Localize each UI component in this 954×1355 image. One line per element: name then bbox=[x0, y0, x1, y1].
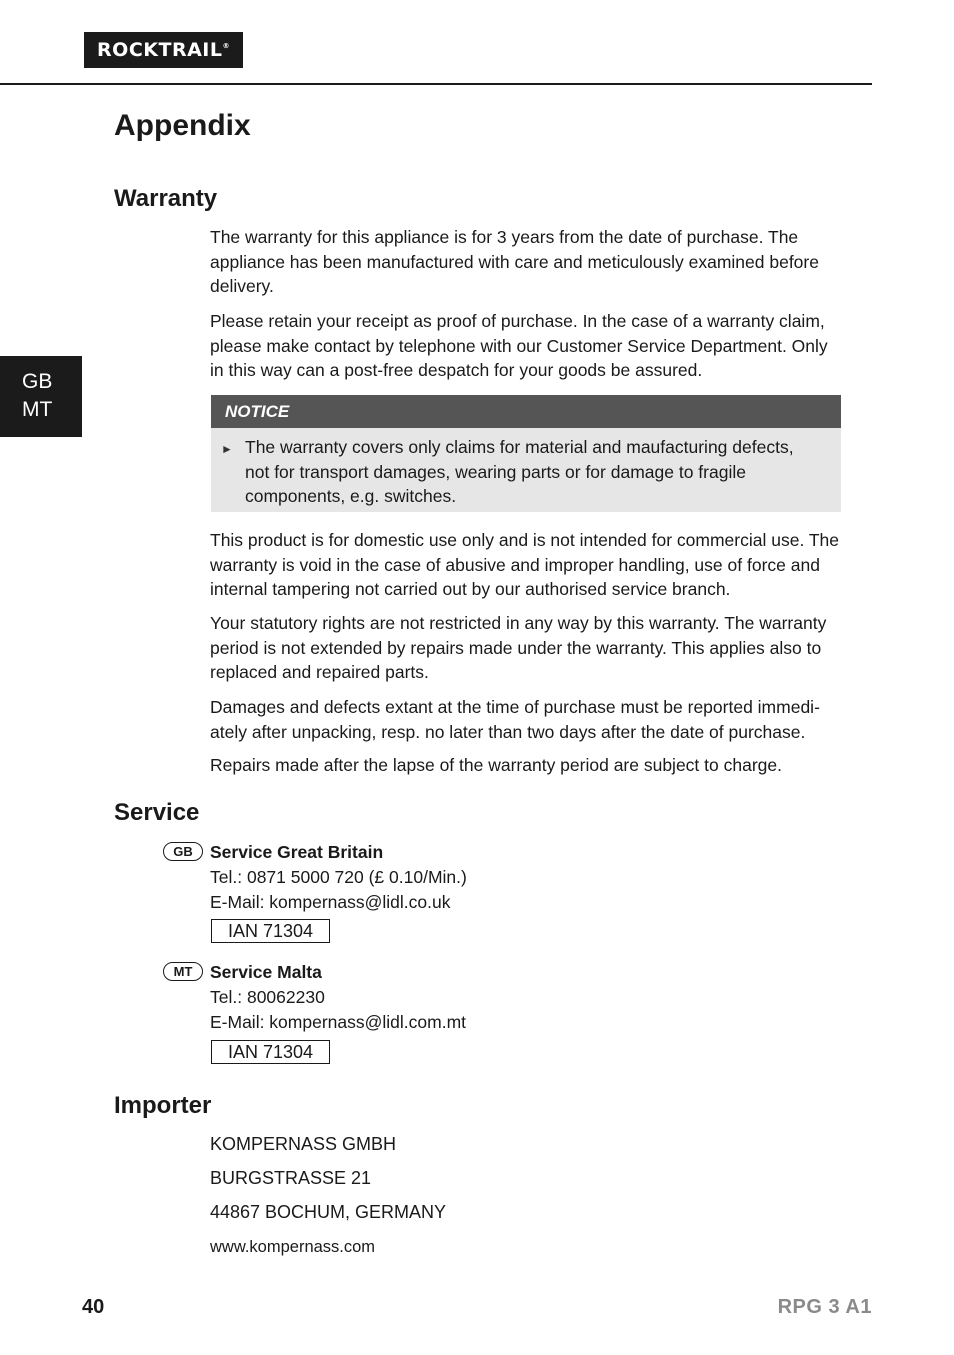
importer-website-link[interactable]: www.kompernass.com bbox=[210, 1238, 376, 1256]
brand-name: ROCKTRAIL bbox=[97, 39, 223, 61]
importer-heading: Importer bbox=[114, 1092, 212, 1119]
language-gb: GB bbox=[22, 370, 53, 393]
service-heading: Service bbox=[114, 799, 200, 826]
language-tab bbox=[0, 356, 82, 437]
service-gb-tel: Tel.: 0871 5000 720 (£ 0.10/Min.) bbox=[210, 867, 467, 887]
importer-company: KOMPERNASS GMBH bbox=[210, 1134, 397, 1154]
header-rule bbox=[0, 83, 872, 85]
importer-city: 44867 BOCHUM, GERMANY bbox=[210, 1202, 447, 1222]
page-title: Appendix bbox=[114, 109, 251, 142]
model-number: RPG 3 A1 bbox=[777, 1296, 872, 1318]
importer-street: BURGSTRASSE 21 bbox=[210, 1168, 372, 1188]
warranty-paragraph-3: This product is for domestic use only and is not intended for commercial use. The warranty is void in the case of abusive and improper handling, use of force and internal tampering not carried out by our authorised service branch. bbox=[210, 530, 840, 599]
brand-logo bbox=[84, 32, 243, 68]
notice-text: The warranty covers only claims for material and maufacturing defects, not for transport damages, wearing parts or for damage to fragile components, e.g. switches. bbox=[245, 437, 794, 506]
notice-body bbox=[211, 428, 805, 509]
warranty-paragraph-5: Damages and defects extant at the time of purchase must be reported immedi-ately after unpacking, resp. no later than two days after the date of purchase. bbox=[210, 697, 820, 742]
mt-country-badge: MT bbox=[163, 962, 203, 981]
service-mt bbox=[210, 960, 466, 1035]
warranty-heading: Warranty bbox=[114, 185, 218, 212]
service-gb-title: Service Great Britain bbox=[210, 842, 384, 862]
warranty-paragraph-6: Repairs made after the lapse of the warranty period are subject to charge. bbox=[210, 755, 782, 775]
warranty-paragraph-4: Your statutory rights are not restricted in any way by this warranty. The warranty period is not extended by repairs made under the warranty. This applies also to replaced and repaired parts. bbox=[210, 613, 827, 682]
page-number: 40 bbox=[82, 1296, 105, 1318]
ian-box-mt: IAN 71304 bbox=[211, 1040, 330, 1064]
notice-title: NOTICE bbox=[211, 395, 841, 428]
gb-country-badge: GB bbox=[163, 842, 203, 861]
service-gb bbox=[210, 840, 467, 915]
service-mt-title: Service Malta bbox=[210, 962, 322, 982]
notice-box bbox=[211, 395, 841, 512]
service-mt-tel: Tel.: 80062230 bbox=[210, 987, 325, 1007]
ian-box-gb: IAN 71304 bbox=[211, 919, 330, 943]
service-mt-email: E-Mail: kompernass@lidl.com.mt bbox=[210, 1012, 467, 1032]
warranty-paragraph-2: Please retain your receipt as proof of purchase. In the case of a warranty claim, please make contact by telephone with our Customer Service Department. Only in this way can a post-free despatch for your goods be assured. bbox=[210, 311, 828, 380]
arrow-right-icon: ► bbox=[221, 442, 233, 456]
registered-mark: ® bbox=[222, 42, 230, 50]
language-mt: MT bbox=[22, 398, 53, 421]
warranty-paragraph-1: The warranty for this appliance is for 3 years from the date of purchase. The appliance has been manufactured with care and meticulously examined before delivery. bbox=[210, 227, 819, 296]
service-gb-email: E-Mail: kompernass@lidl.co.uk bbox=[210, 892, 451, 912]
